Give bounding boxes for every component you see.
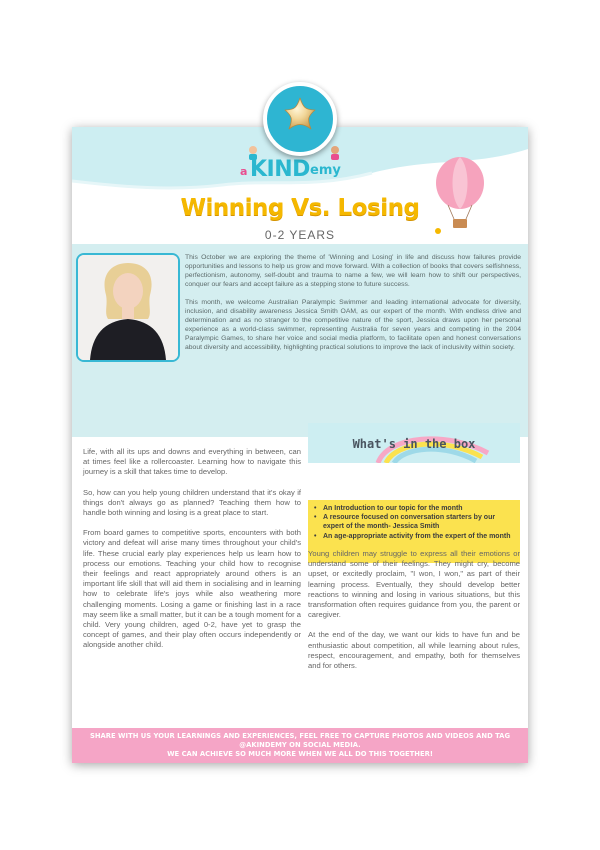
intro-paragraph: This October we are exploring the theme of 'Winning and Losing' in life and discuss how failures provide opportunities and lessons to help us grow and move forward. With a collection of books that covers selfishness, perfectionism, autonomy, self-doubt and trauma to name a few, we will learn how to shift our perspectives, conquer our fears and accept failure as a stepping stone to future success. bbox=[185, 254, 521, 288]
star-badge bbox=[263, 82, 337, 156]
expert-photo bbox=[76, 253, 180, 362]
body-paragraph: Life, with all its ups and downs and everything in between, can at times feel like a rollercoaster. Learning how to navigate this journey is a skill that takes time to develop. bbox=[83, 447, 301, 477]
list-item: • An age-appropriate activity from the expert of the month bbox=[312, 532, 514, 541]
document-page bbox=[72, 127, 528, 763]
body-paragraph: At the end of the day, we want our kids to have fun and be enthusiastic about competition, all while learning about rules, respect, encouragement, and empathy, both for themselves and for others. bbox=[308, 630, 520, 671]
list-item: • A resource focused on conversation starters by our expert of the month- Jessica Smith bbox=[312, 513, 514, 531]
list-item: • An Introduction to our topic for the month bbox=[312, 504, 514, 513]
logo-prefix: a bbox=[240, 165, 248, 178]
page-title: Winning Vs. Losing bbox=[180, 195, 420, 221]
intro-paragraph: This month, we welcome Australian Paralympic Swimmer and leading international advocate for diversity, inclusion, and disability awareness Jessica Smith OAM, as our expert of the month. With endless drive and determination and as no stranger to the competitive nature of the sport, Jessica draws upon her personal experience as a world-class swimmer, representing Australia for seven years and competing in the 2004 Paralympic Games, to share her voice and social media platform, to facilitate open and honest conversations about diversity and accessibility, highlighting practical solutions to improve the lack of inclusivity within society. bbox=[185, 299, 521, 351]
box-title: What's in the box bbox=[352, 437, 476, 451]
child-figure-icon bbox=[326, 145, 344, 161]
intro-text bbox=[185, 253, 521, 361]
whats-in-the-box-heading bbox=[308, 423, 520, 463]
logo-suffix: emy bbox=[310, 163, 341, 178]
right-column bbox=[308, 549, 520, 681]
body-paragraph: So, how can you help young children understand that it's okay if things don't always go as planned? Teaching them how to handle both winning and losing is a great place to start. bbox=[83, 487, 301, 518]
footer-banner bbox=[72, 728, 528, 763]
body-paragraph: Young children may struggle to express all their emotions or understand some of their feelings. They might cry, become upset, or excitedly proclaim, "I won, I won," as part of their learning process. Eventually, they should develop better reactions to winning and losing in various situations, but this transformation often requires guidance from you, the parent or caregiver. bbox=[308, 549, 520, 620]
footer-line: WE CAN ACHIEVE SO MUCH MORE WHEN WE ALL DO THIS TOGETHER! bbox=[167, 750, 433, 758]
body-paragraph: From board games to competitive sports, encounters with both victory and defeat will arise many times throughout your child's life. These crucial early play experiences help us learn how to process our emotions. Teaching your child how to recognise their feelings and react appropriately around others is an important life skill that will aid them in socialising and in learning how to celebrate life's joys while also weathering more challenging moments. Losing a game or finishing last in a race may seem like a small matter, but it can be a tough moment for a child. Very young children, aged 0-2, have yet to grasp the concept of games, and their play often occurs independently or alongside another child. bbox=[83, 528, 301, 650]
footer-line: SHARE WITH US YOUR LEARNINGS AND EXPERIENCES, FEEL FREE TO CAPTURE PHOTOS AND VIDEOS AND TAG @AKINDEMY ON SOCIAL MEDIA. bbox=[89, 732, 511, 749]
logo-main: KIND bbox=[250, 157, 310, 182]
intro-panel bbox=[72, 244, 528, 437]
star-icon bbox=[277, 95, 323, 141]
age-group: 0-2 YEARS bbox=[264, 228, 336, 242]
left-column bbox=[83, 447, 301, 661]
